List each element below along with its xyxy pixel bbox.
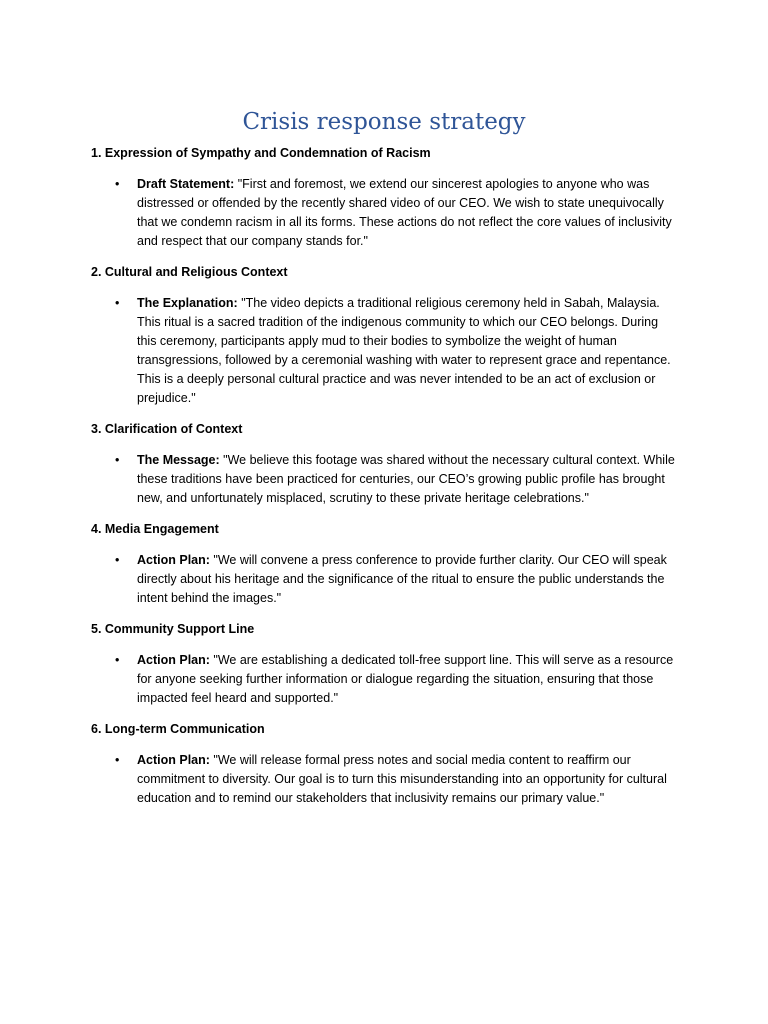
bullet-item <box>91 451 681 508</box>
document-body <box>91 144 681 820</box>
bullet-item <box>91 651 681 708</box>
bullet-icon: • <box>115 553 120 567</box>
bullet-item <box>91 751 681 808</box>
bullet-text: "The video depicts a traditional religious ceremony held in Sabah, Malaysia. This ritual is a sacred tradition of the indigenous community to which our CEO belongs. During this ceremony, participants apply mud to their bodies to symbolize the weight of human transgressions, followed by a ceremonial washing with water to represent grace and repentance. This is a deeply personal cultural practice and was never intended to be an act of exclusion or prejudice." <box>137 296 671 405</box>
bullet-label: Action Plan: <box>137 553 214 567</box>
section-heading: 4. Media Engagement <box>91 522 219 536</box>
bullet-text: "We will convene a press conference to provide further clarity. Our CEO will speak directly about his heritage and the significance of the ritual to ensure the public understands the intent behind the images." <box>137 553 667 605</box>
section-heading: 1. Expression of Sympathy and Condemnation of Racism <box>91 146 431 160</box>
bullet-label: The Message: <box>137 453 224 467</box>
section-long-term-communication <box>91 720 681 808</box>
section-sympathy <box>91 144 681 251</box>
bullet-icon: • <box>115 653 120 667</box>
bullet-label: Draft Statement: <box>137 177 238 191</box>
bullet-item <box>91 175 681 251</box>
section-cultural-context <box>91 263 681 408</box>
section-heading: 6. Long-term Communication <box>91 722 265 736</box>
bullet-item <box>91 294 681 408</box>
bullet-icon: • <box>115 177 120 191</box>
bullet-icon: • <box>115 453 120 467</box>
section-clarification <box>91 420 681 508</box>
bullet-label: Action Plan: <box>137 753 214 767</box>
section-community-support <box>91 620 681 708</box>
bullet-text: "We believe this footage was shared without the necessary cultural context. While these traditions have been practiced for centuries, our CEO’s growing public profile has brought new, and unfortunately misplaced, scrutiny to these private heritage celebrations." <box>137 453 675 505</box>
bullet-text: "First and foremost, we extend our sincerest apologies to anyone who was distressed or offended by the recently shared video of our CEO. We wish to state unequivocally that we condemn racism in all its forms. These actions do not reflect the core values of inclusivity and respect that our company stands for." <box>137 177 672 248</box>
section-heading: 3. Clarification of Context <box>91 422 243 436</box>
page-title: Crisis response strategy <box>242 109 526 135</box>
bullet-label: The Explanation: <box>137 296 242 310</box>
bullet-item <box>91 551 681 608</box>
bullet-text: "We are establishing a dedicated toll-free support line. This will serve as a resource for anyone seeking further information or dialogue regarding the situation, ensuring that those impacted feel heard and supported." <box>137 653 674 705</box>
bullet-icon: • <box>115 296 120 310</box>
bullet-icon: • <box>115 753 120 767</box>
bullet-label: Action Plan: <box>137 653 214 667</box>
bullet-text: "We will release formal press notes and social media content to reaffirm our commitment to diversity. Our goal is to turn this misunderstanding into an opportunity for cultural education and to remind our stakeholders that inclusivity remains our primary value." <box>137 753 667 805</box>
section-heading: 2. Cultural and Religious Context <box>91 265 288 279</box>
section-media-engagement <box>91 520 681 608</box>
section-heading: 5. Community Support Line <box>91 622 255 636</box>
